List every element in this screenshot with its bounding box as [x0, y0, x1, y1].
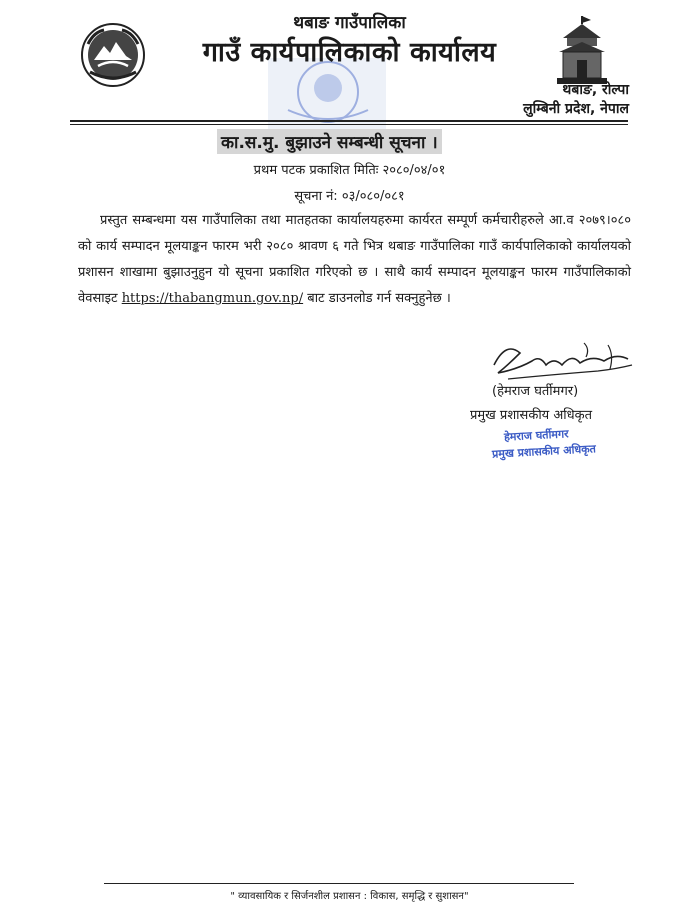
header-divider-thin	[70, 124, 628, 125]
footer-motto: " व्यावसायिक र सिर्जनशील प्रशासन : विकास, समृद्धि र सुशासन"	[230, 891, 469, 902]
footer-divider	[104, 883, 574, 884]
office-title: गाउँ कार्यपालिकाको कार्यालय	[202, 37, 497, 68]
notice-body-text-end: बाट डाउनलोड गर्न सक्नुहुनेछ ।	[307, 291, 451, 306]
notice-body-text: प्रस्तुत सम्बन्धमा यस गाउँपालिका तथा मातहतका कार्यालयहरुमा कार्यरत सम्पूर्ण कर्मचारीहरुले आ.व २०७९।०८० को कार्य सम्पादन मूलयाङ्कन फारम भरी २०८० श्रावण ६ गते भित्र थबाङ गाउँपालिका गाउँ कार्यपालिकाको कार्यालयको प्रशासन शाखामा बुझाउनुहुन यो सूचना प्रकाशित गरिएको छ । साथै कार्य सम्पादन मूलयाङ्कन फारम गाउँपालिकाको वेवसाइट	[78, 213, 631, 306]
stamp-signatory-title: प्रमुख प्रशासकीय अधिकृत	[491, 442, 597, 461]
signatory-title: प्रमुख प्रशासकीय अधिकृत	[470, 408, 593, 423]
website-link[interactable]: https://thabangmun.gov.np/	[121, 291, 304, 306]
address-line-1: थबाङ, रोल्पा	[562, 82, 629, 98]
municipality-name: थबाङ गाउँपालिका	[293, 13, 406, 33]
notice-number: सूचना नं: ०३/०८०/०८१	[294, 189, 405, 204]
notice-subject: का.स.मु. बुझाउने सम्बन्धी सूचना ।	[217, 129, 442, 154]
signatory-name: (हेमराज घर्तीमगर)	[492, 384, 579, 399]
notice-body	[78, 208, 631, 312]
header-divider	[70, 120, 628, 122]
publish-date: प्रथम पटक प्रकाशित मितिः २०८०/०४/०१	[253, 163, 446, 178]
address-line-2: लुम्बिनी प्रदेश, नेपाल	[523, 101, 629, 117]
stamp-signatory-name: हेमराज घर्तीमगर	[503, 427, 569, 444]
